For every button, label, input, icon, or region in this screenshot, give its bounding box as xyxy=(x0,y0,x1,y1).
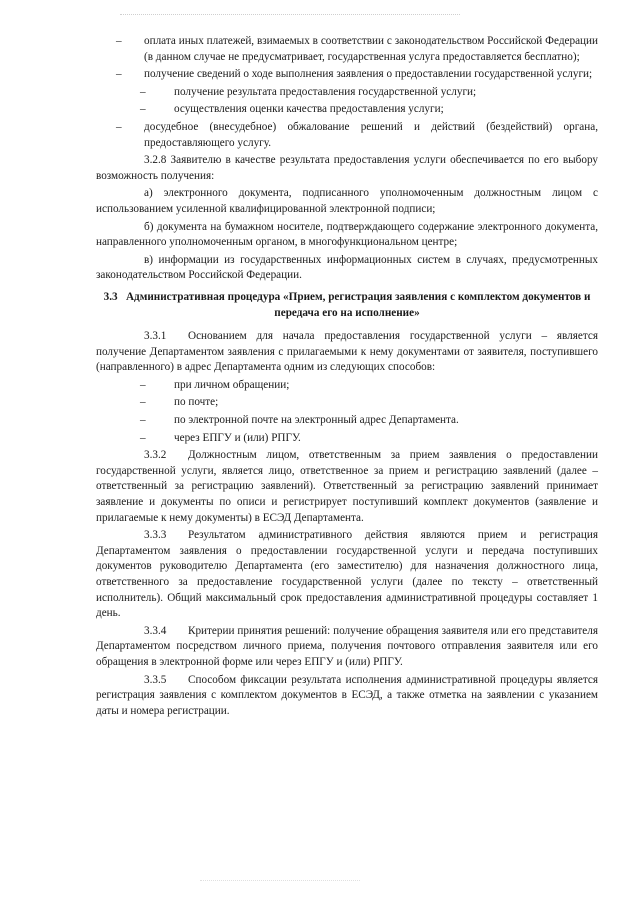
paragraph-option-a: а) электронного документа, подписанного уполномоченным должностным лицом с использованием усиленной квалифицированной электронной подписи; xyxy=(96,187,598,215)
list-item-result: – получение результата предоставления государственной услуги; xyxy=(96,85,598,101)
heading-number: 3.3 xyxy=(103,290,118,303)
list-item-appeal: – досудебное (внесудебное) обжалование решений и действий (бездействий) органа, предоставляющего услугу. xyxy=(96,120,598,151)
list-item-progress-info: – получение сведений о ходе выполнения заявления о предоставлении государственной услуги; xyxy=(96,67,598,83)
scan-artifact-bottom xyxy=(200,880,360,885)
clause-text: Результатом административного действия являются прием и регистрация Департаментом заявления о предоставлении государственной услуги и передача поступивших документов руководителю Департамента (его заместителю) для назначения должностного лица, ответственного за предоставление государственной услуги (далее по тексту – ответственный исполнитель). Общий максимальный срок предоставления административной процедуры составляет 1 день. xyxy=(96,529,598,620)
list-item-by-email: – по электронной почте на электронный адрес Департамента. xyxy=(96,413,598,429)
clause-text: Основанием для начала предоставления государственной услуги – является получение Департаментом заявления с прилагаемыми к нему документами от заявителя, поступившего (направленного) в адрес Департамента одним из следующих способов: xyxy=(96,330,598,374)
list-item-in-person: – при личном обращении; xyxy=(96,378,598,394)
paragraph-3-2-8: 3.2.8 Заявителю в качестве результата предоставления услуги обеспечивается по его выбору возможность получения: xyxy=(96,154,598,182)
paragraph-3-3-4 xyxy=(96,624,598,671)
clause-number: 3.3.1 xyxy=(144,330,167,343)
clause-number: 3.3.2 xyxy=(144,449,167,462)
paragraph-3-3-5 xyxy=(96,673,598,720)
clause-number: 3.3.5 xyxy=(144,673,167,686)
paragraph-option-b: б) документа на бумажном носителе, подтверждающего содержание электронного документа, направленного уполномоченным органом, в многофункциональном центре; xyxy=(96,220,598,249)
list-item-quality: – осуществления оценки качества предоставления услуги; xyxy=(96,102,598,118)
section-heading-3-3 xyxy=(96,290,598,321)
clause-number: 3.3.4 xyxy=(144,624,167,637)
clause-text: Способом фиксации результата исполнения административной процедуры является регистрация заявления с комплектом документов в ЕСЭД, а также отметка на заявлении с указанием даты и номера регистрации. xyxy=(96,673,598,717)
paragraph-3-3-3 xyxy=(96,528,598,622)
list-item-by-mail: – по почте; xyxy=(96,395,598,411)
clause-number: 3.3.3 xyxy=(144,529,167,542)
heading-text: Административная процедура «Прием, регистрация заявления с комплектом документов и передача его на исполнение» xyxy=(125,290,591,319)
clause-text: Должностным лицом, ответственным за прием заявления о предоставлении государственной услуги, является лицо, ответственное за прием и регистрацию заявлений (далее – ответственный за регистрацию заявлений). Ответственный за регистрацию заявлений принимает заявление и документы по описи и регистрирует поступивший комплект документов (заявление и прилагаемые к нему документы) в ЕСЭД Департамента. xyxy=(96,449,598,524)
paragraph-option-v: в) информации из государственных информационных систем в случаях, предусмотренных законодательством Российской Федерации. xyxy=(96,253,598,282)
document-body xyxy=(96,34,598,721)
scan-artifact-top xyxy=(120,14,460,19)
list-item-via-portal: – через ЕПГУ и (или) РПГУ. xyxy=(96,431,598,447)
paragraph-3-3-1 xyxy=(96,329,598,376)
paragraph-3-3-2 xyxy=(96,448,598,526)
list-item-payments: – оплата иных платежей, взимаемых в соответствии с законодательством Российской Федерации (в данном случае не предусматривает, государственная услуга предоставляется бесплатно); xyxy=(96,34,598,65)
clause-text: Критерии принятия решений: получение обращения заявителя или его представителя Департаментом посредством личного приема, получения почтового отправления заявителя или его обращения в электронной форме или через ЕПГУ и (или) РПГУ. xyxy=(96,624,598,668)
